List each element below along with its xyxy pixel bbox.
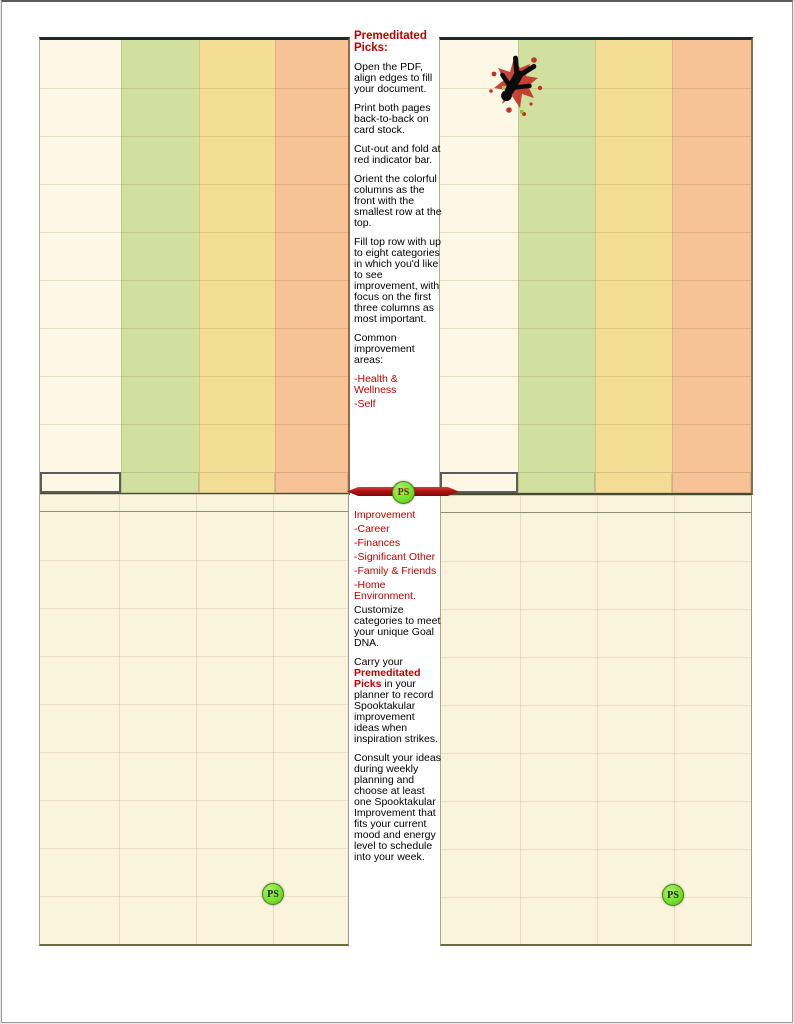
body-text: Carry your — [354, 656, 404, 668]
ps-label: PS — [667, 889, 679, 901]
grid-row-line — [441, 897, 751, 898]
ps-label: PS — [397, 487, 410, 498]
instruction-paragraph: Improvement — [354, 509, 416, 521]
grid-row-line — [441, 657, 751, 658]
category-row — [40, 472, 348, 493]
grid-row-line — [441, 609, 751, 610]
bottom-right-notes-grid — [440, 495, 752, 946]
category-cell — [199, 472, 275, 493]
category-cell — [595, 472, 672, 493]
ps-logo-badge-left — [262, 883, 284, 905]
grid-row-line — [440, 376, 751, 377]
ps-logo-badge-center — [392, 481, 415, 504]
instructions-top-column — [354, 30, 442, 413]
grid-row-line — [40, 752, 348, 753]
grid-row-line — [441, 561, 751, 562]
grid-column-separator — [119, 512, 120, 944]
grid-column-separator — [674, 513, 675, 945]
grid-column-3 — [672, 40, 751, 493]
falling-person-splatter-icon — [484, 46, 548, 120]
grid-column-separator — [119, 495, 120, 511]
grid-column-separator — [597, 513, 598, 945]
grid-row-line — [441, 753, 751, 754]
category-cell — [40, 472, 121, 493]
grid-column-separator — [199, 40, 200, 493]
grid-row-line — [40, 88, 348, 89]
instruction-paragraph — [354, 657, 442, 745]
grid-column-0 — [40, 40, 121, 493]
back-top-row — [441, 496, 751, 512]
grid-column-separator — [520, 496, 521, 512]
grid-column-separator — [196, 495, 197, 511]
grid-column-separator — [121, 40, 122, 493]
grid-row-line — [40, 232, 348, 233]
category-row — [440, 472, 751, 493]
ps-label: PS — [267, 888, 279, 900]
grid-row-line — [441, 801, 751, 802]
grid-column-separator — [273, 495, 274, 511]
grid-column-2 — [595, 40, 672, 493]
instruction-paragraph: Print both pages back-to-back on card stock. — [354, 102, 431, 136]
body-text: in your planner to record Spooktakular improvement ideas when inspiration strikes. — [354, 678, 439, 745]
category-cell — [121, 472, 199, 493]
ps-logo-badge-right — [662, 884, 684, 906]
grid-column-1 — [121, 40, 199, 493]
grid-row-line — [40, 184, 348, 185]
back-top-row — [40, 495, 348, 511]
grid-row-line — [40, 656, 348, 657]
grid-row-line — [40, 136, 348, 137]
grid-column-separator — [674, 496, 675, 512]
instruction-paragraph: Common improvement areas: — [354, 332, 415, 366]
instruction-paragraph: -Self — [354, 398, 376, 410]
grid-row-line — [40, 896, 348, 897]
grid-row-line — [40, 328, 348, 329]
grid-column-2 — [199, 40, 275, 493]
grid-row-line — [440, 184, 751, 185]
instruction-paragraph: -Career — [354, 523, 390, 535]
instruction-paragraph: Consult your ideas during weekly planning and choose at least one Spooktakular Improvement that fits your current mood and energy level to schedule into your week. — [354, 752, 441, 863]
grid-column-separator — [672, 40, 673, 493]
back-grid-area — [40, 511, 348, 944]
grid-row-line — [40, 608, 348, 609]
instruction-paragraph: Premeditated Picks: — [354, 30, 427, 54]
instruction-paragraph: Cut-out and fold at red indicator bar. — [354, 143, 441, 166]
category-cell — [672, 472, 751, 493]
grid-row-line — [40, 424, 348, 425]
grid-column-separator — [595, 40, 596, 493]
grid-column-separator — [597, 496, 598, 512]
grid-column-separator — [275, 40, 276, 493]
grid-row-line — [40, 560, 348, 561]
grid-row-line — [440, 424, 751, 425]
grid-row-line — [40, 376, 348, 377]
instruction-paragraph: -Family & Friends — [354, 565, 437, 577]
instructions-bottom-column — [354, 510, 442, 871]
grid-row-line — [40, 848, 348, 849]
grid-row-line — [40, 800, 348, 801]
grid-row-line — [440, 328, 751, 329]
category-cell — [518, 472, 595, 493]
back-grid-area — [441, 512, 751, 945]
grid-row-line — [440, 136, 751, 137]
category-cell — [275, 472, 348, 493]
instruction-paragraph: Fill top row with up to eight categories in which you'd like to see improvement, with focus on the first three columns as most important. — [354, 236, 441, 325]
grid-row-line — [440, 232, 751, 233]
instruction-paragraph: -Home Environment. — [354, 579, 416, 602]
instruction-paragraph: -Health & Wellness — [354, 373, 398, 396]
grid-column-separator — [273, 512, 274, 944]
grid-column-separator — [520, 513, 521, 945]
bottom-left-notes-grid — [39, 494, 349, 946]
pdf-page — [1, 0, 793, 1023]
grid-column-separator — [196, 512, 197, 944]
grid-row-line — [40, 704, 348, 705]
grid-row-line — [441, 705, 751, 706]
instruction-paragraph: -Significant Other — [354, 551, 436, 563]
grid-column-3 — [275, 40, 348, 493]
top-left-category-grid — [39, 37, 350, 495]
grid-row-line — [441, 849, 751, 850]
instruction-paragraph: -Finances — [354, 537, 401, 549]
instruction-paragraph: Open the PDF, align edges to fill your document. — [354, 61, 433, 95]
highlighted-term: Premeditated Picks — [354, 667, 421, 690]
instruction-paragraph: Customize categories to meet your unique Goal DNA. — [354, 604, 441, 649]
instruction-paragraph: Orient the colorful columns as the front with the smallest row at the top. — [354, 173, 442, 229]
grid-row-line — [440, 280, 751, 281]
grid-row-line — [40, 280, 348, 281]
